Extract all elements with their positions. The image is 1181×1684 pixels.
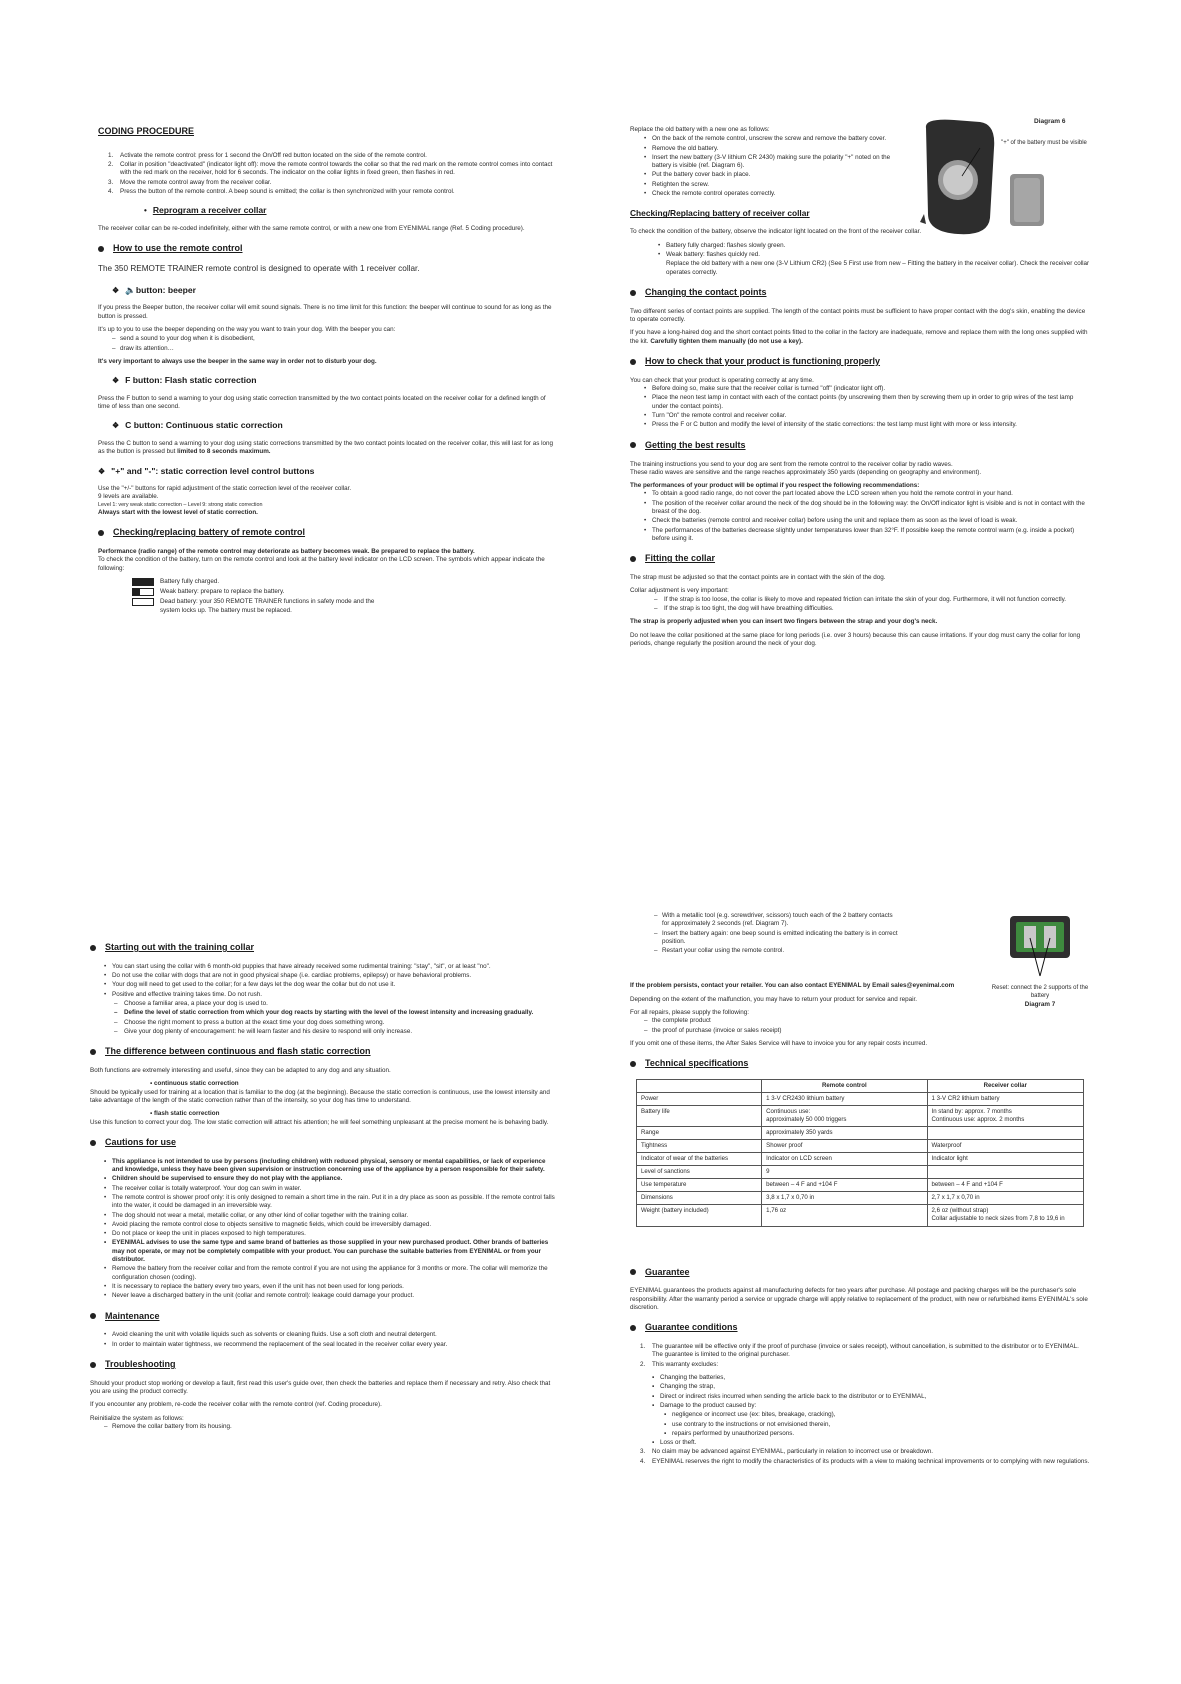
table-row: [637, 1093, 1084, 1106]
table-cell: Indicator on LCD screen: [762, 1153, 927, 1166]
cautions-heading: Cautions for use: [90, 1137, 558, 1149]
remote-battery-heading: Checking/replacing battery of remote control: [98, 527, 558, 539]
table-cell: Battery life: [637, 1106, 762, 1127]
diagram-7-note: Reset: connect the 2 supports of the battery: [991, 985, 1089, 1000]
replace-intro: Replace the old battery with a new one as follows:: [630, 126, 770, 133]
exclusions-list: [630, 1374, 1090, 1410]
list-item: – the complete product: [630, 1017, 1090, 1025]
f-button-text: Press the F button to send a warning to your dog using static correction transmitted by the two contact points located on the receiver collar for a defined length of time of less than one second.: [98, 394, 546, 411]
list-item: • Do not use the collar with dogs that are not in good physical shape (i.e. cardiac problems, epilepsy) or have behavioral problems.: [90, 972, 558, 980]
beeper-heading: ❖ 🔈button: beeper: [112, 284, 197, 295]
contact-text-2: If you have a long-haired dog and the short contact points fitted to the collar in the factory are inadequate, remove and replace them with the long ones supplied with the kit. Carefully tighten them manually (do not use a key).: [630, 329, 1088, 345]
fit-list: [630, 596, 1090, 614]
howto-text: The 350 REMOTE TRAINER remote control is designed to operate with 1 receiver collar.: [98, 264, 420, 274]
tech-specs-heading: Technical specifications: [630, 1058, 1090, 1070]
table-cell: 9: [762, 1166, 927, 1179]
table-header-row: [637, 1080, 1084, 1093]
table-cell: Shower proof: [762, 1140, 927, 1153]
list-item: • In order to maintain water tightness, we recommend the replacement of the seal located in the receiver collar every year.: [90, 1341, 558, 1349]
list-item: • You can start using the collar with 6 month-old puppies that have already received some rudimental training: "stay", "sit", or at least "no".: [90, 963, 558, 971]
troubleshooting-heading: Troubleshooting: [90, 1359, 558, 1371]
table-row: [637, 1140, 1084, 1153]
specs-table: [636, 1079, 1084, 1226]
battery-warning: Performance (radio range) of the remote control may deteriorate as battery becomes weak. Be prepared to replace the battery.: [98, 547, 475, 555]
list-item: ▪ use contrary to the instructions or not envisioned therein,: [642, 1421, 1090, 1429]
starting-list: [90, 963, 558, 999]
table-row: [637, 1166, 1084, 1179]
table-cell: 2,6 oz (without strap) Collar adjustable to neck sizes from 7,8 to 19,6 in: [927, 1205, 1083, 1226]
difference-text: Both functions are extremely interesting and useful, since they can be adapted to any dog and any situation.: [90, 1067, 391, 1075]
check-list: [630, 385, 1090, 429]
list-item: • Avoid cleaning the unit with volatile liquids such as solvents or cleaning fluids. Use a soft cloth and neutral detergent.: [90, 1331, 558, 1339]
reprogram-heading: • Reprogram a receiver collar: [144, 205, 267, 216]
table-row: [637, 1192, 1084, 1205]
table-cell: [927, 1127, 1083, 1140]
difference-heading: The difference between continuous and flash static correction: [90, 1046, 558, 1058]
replace-list: [630, 135, 902, 198]
pm-line-2: 9 levels are available.: [98, 493, 159, 501]
coding-step: 2. Collar in position "deactivated" (indicator light off): move the remote control towards the collar so that the red mark on the remote control comes into contact with the red mark on the receiver, hold for 6 seconds. The indicator on the collar lights in fixed green, then flashes in red.: [108, 161, 553, 177]
table-cell: 3,8 x 1,7 x 0,70 in: [762, 1192, 927, 1205]
pm-line-1: Use the "+/-" buttons for rapid adjustment of the static correction level of the receiver collar.: [98, 485, 352, 493]
check-heading: How to check that your product is functioning properly: [630, 356, 1090, 368]
conditions-list: [630, 1343, 1090, 1369]
list-item: • The dog should not wear a metal, metallic collar, or any other kind of collar together with the training collar.: [90, 1212, 558, 1220]
battery-weak-icon: [132, 588, 154, 596]
collar-battery-heading: Checking/Replacing battery of receiver collar: [630, 208, 810, 219]
list-item: – the proof of purchase (invoice or sales receipt): [630, 1027, 1090, 1035]
table-cell: Use temperature: [637, 1179, 762, 1192]
best-list: [630, 490, 1090, 543]
list-item: • The position of the receiver collar around the neck of the dog should be in the following way: the On/Off indicator light is visible and is not in contact with the breast of the dog.: [630, 500, 1090, 517]
table-cell: Indicator of wear of the batteries: [637, 1153, 762, 1166]
list-item: • Your dog will need to get used to the collar; for a few days let the dog wear the collar but do not use it.: [90, 981, 558, 989]
panel-batteries: [630, 118, 1090, 786]
table-cell: [927, 1166, 1083, 1179]
flash-text: Use this function to correct your dog. The low static correction will attract his attention; he will feel something unpleasant at the precise moment he is behaving badly.: [90, 1118, 549, 1126]
best-recommendations: The performances of your product will be optimal if you respect the following recommendations:: [630, 482, 920, 490]
table-cell: In stand by: approx. 7 months Continuous use: approx. 2 months: [927, 1106, 1083, 1127]
list-item: • Weak battery: flashes quickly red.: [644, 251, 1090, 259]
list-item: ▪ Damage to the product caused by:: [630, 1402, 1090, 1410]
list-item: ▪ repairs performed by unauthorized persons.: [642, 1430, 1090, 1438]
list-item: • The performances of the batteries decrease slightly under temperatures lower than 32°F. If possible keep the remote control warm (e.g. inside a pocket) before using it.: [630, 527, 1090, 544]
battery-text: To check the condition of the battery, turn on the remote control and look at the battery level indicator on the LCD screen. The symbols which appear indicate the following:: [98, 556, 545, 572]
list-item: • Remove the old battery.: [630, 145, 902, 153]
table-cell: Indicator light: [927, 1153, 1083, 1166]
list-item: ▪ Direct or indirect risks incurred when sending the article back to the distributor or to EYENIMAL,: [630, 1393, 1090, 1401]
diagram-6-label: Diagram 6: [1034, 118, 1066, 125]
coding-title: CODING PROCEDURE: [98, 126, 195, 136]
table-row: [637, 1205, 1084, 1226]
list-item: • Insert the new battery (3-V lithium CR 2430) making sure the polarity "+" noted on the battery is visible (ref. Diagram 6).: [630, 154, 902, 171]
diagram-7: [990, 912, 1090, 1022]
guarantee-text: EYENIMAL guarantees the products against all manufacturing defects for two years after purchase. All postage and packing charges will be the purchaser's sole responsibility. After the warranty period a service or upgrade charge will apply relative to replacement of the product, with new or refurbished items EYENIMAL's sole discretion.: [630, 1287, 1088, 1311]
table-cell: Waterproof: [927, 1140, 1083, 1153]
fit-text-3: Do not leave the collar positioned at the same place for long periods (i.e. over 3 hours) because this can cause irritations. If your dog must carry the collar for long periods, change regularly the position around the neck of your dog.: [630, 631, 1081, 647]
list-item: • Children should be supervised to ensure they do not play with the appliance.: [90, 1175, 558, 1183]
list-item: – Define the level of static correction from which your dog reacts by starting with the level of the lowest intensity and increasing gradually.: [90, 1009, 558, 1017]
reset-list: [630, 912, 900, 955]
diagram-6: [914, 118, 1090, 238]
list-item: • Positive and effective training takes time. Do not rush.: [90, 991, 558, 999]
list-item: – Choose a familiar area, a place your dog is used to.: [90, 1000, 558, 1008]
list-item: • This appliance is not intended to use by persons (including children) with reduced physical, sensory or mental capabilities, or lack of experience and knowledge, unless they have been given supervision or instruction concerning use of the appliance by a person responsible for their safety.: [90, 1158, 558, 1175]
table-cell: 1 3-V CR2 lithium battery: [927, 1093, 1083, 1106]
table-row: [637, 1127, 1084, 1140]
remote-back-illustration: [914, 118, 1090, 238]
list-item: – Choose the right moment to press a button at the exact time your dog does something wrong.: [90, 1019, 558, 1027]
best-results-heading: Getting the best results: [630, 440, 1090, 452]
contact-heading: Changing the contact points: [630, 287, 1090, 299]
list-item: • The receiver collar is totally waterproof. Your dog can swim in water.: [90, 1185, 558, 1193]
table-cell: 2,7 x 1,7 x 0,70 in: [927, 1192, 1083, 1205]
table-row: [637, 1153, 1084, 1166]
table-cell: Level of sanctions: [637, 1166, 762, 1179]
table-header: Remote control: [762, 1080, 927, 1093]
coding-step: 3. Move the remote control away from the receiver collar.: [108, 178, 272, 186]
condition-item: 4. EYENIMAL reserves the right to modify the characteristics of its products with a view to making technical improvements or to complying with new regulations.: [640, 1457, 1090, 1465]
list-item: ▪ Changing the batteries,: [630, 1374, 1090, 1382]
cautions-list: [90, 1158, 558, 1301]
battery-level-full: Battery fully charged.: [132, 578, 558, 586]
maintenance-list: [90, 1331, 558, 1349]
continuous-label: ▪ continuous static correction: [150, 1080, 239, 1088]
table-row: [637, 1179, 1084, 1192]
list-item: • Put the battery cover back in place.: [630, 171, 902, 179]
table-cell: between – 4 F and +104 F: [927, 1179, 1083, 1192]
list-item: • Before doing so, make sure that the receiver collar is turned "off" (indicator light off).: [630, 385, 1090, 393]
list-item: – Restart your collar using the remote control.: [640, 947, 900, 955]
list-item: • Check the remote control operates correctly.: [630, 190, 902, 198]
continuous-text: Should be typically used for training at a location that is familiar to the dog (at the beginning). Because the static correction is continuous, use the lowest intensity and take advantage of the length of the static correction rather than of the intensity, so your dog has time to understand.: [90, 1088, 550, 1105]
coding-step: 1. Activate the remote control: press for 1 second the On/Off red button located on the side of the remote control.: [108, 151, 427, 159]
damage-list: [642, 1411, 1090, 1438]
table-header: [637, 1080, 762, 1093]
list-item: – draw its attention…: [98, 345, 558, 353]
condition-item: 1. The guarantee will be effective only if the proof of purchase (invoice or sales receipt), without cancellation, is submitted to the distributor or to EYENIMAL. The guarantee is limited to the original purchaser.: [640, 1343, 1079, 1359]
repairs-intro: For all repairs, please supply the following:: [630, 1009, 750, 1017]
diagram-6-note: "+" of the battery must be visible: [1001, 140, 1087, 146]
contact-text-1: Two different series of contact points are supplied. The length of the contact points must be sufficient to have proper contact with the dog's skin, enabling the device to operate correctly.: [630, 307, 1086, 324]
list-item: ▪ negligence or incorrect use (ex: bites, breakage, cracking),: [642, 1411, 1090, 1419]
pm-line-3: Level 1: very weak static correction – Level 9: strong static correction: [98, 501, 263, 508]
list-item: • Place the neon test lamp in contact with each of the contact points (by unscrewing them then by screwing them up in order to grip wires of the test lamp under the contact points).: [630, 394, 1090, 411]
list-item: – If the strap is too tight, the dog will have breathing difficulties.: [630, 605, 1090, 613]
f-button-heading: ❖ F button: Flash static correction: [112, 375, 257, 386]
table-cell: Tightness: [637, 1140, 762, 1153]
table-cell: Dimensions: [637, 1192, 762, 1205]
condition-item: 3. No claim may be advanced against EYENIMAL, particularly in relation to incorrect use or breakdown.: [640, 1448, 934, 1456]
beeper-note: It's very important to always use the beeper in the same way in order not to disturb your dog.: [98, 357, 377, 365]
fit-note: The strap is properly adjusted when you can insert two fingers between the strap and your dog's neck.: [630, 618, 938, 626]
repairs-list: [630, 1017, 1090, 1035]
list-item: • On the back of the remote control, unscrew the screw and remove the battery cover.: [630, 135, 902, 143]
list-item: • It is necessary to replace the battery every two years, even if the unit has not been used for long periods.: [90, 1283, 558, 1291]
pm-line-4: Always start with the lowest level of static correction.: [98, 508, 258, 516]
speaker-icon: 🔈: [125, 284, 136, 295]
table-cell: Continuous use: approximately 50 000 triggers: [762, 1106, 927, 1127]
list-item: • To obtain a good radio range, do not cover the part located above the LCD screen when you hold the remote control in your hand.: [630, 490, 1090, 498]
flash-label: ▪ flash static correction: [150, 1110, 220, 1118]
table-cell: between – 4 F and +104 F: [762, 1179, 927, 1192]
list-item: • Avoid placing the remote control close to objects sensitive to magnetic fields, which could be irreversibly damaged.: [90, 1221, 558, 1229]
panel-coding: [98, 126, 558, 786]
guarantee-conditions-heading: Guarantee conditions: [630, 1322, 1090, 1334]
list-item: • Press the F or C button and modify the level of intensity of the static corrections: the test lamp must light with more or less intensity.: [630, 421, 1090, 429]
list-item: ▪ Changing the strap,: [630, 1383, 1090, 1391]
list-item: • Do not place or keep the unit in places exposed to high temperatures.: [90, 1230, 558, 1238]
conditions-list-cont: [630, 1448, 1090, 1466]
collar-battery-list: [630, 242, 1090, 260]
list-item: • Remove the battery from the receiver collar and from the remote control if you are not using the appliance for 3 months or more. The collar will memorize the configuration chosen (coding).: [90, 1265, 558, 1282]
list-item: – Insert the battery again: one beep sound is emitted indicating the battery is in correct position.: [640, 930, 900, 947]
list-item: – Remove the collar battery from its housing.: [90, 1423, 558, 1431]
starting-sublist: [90, 1000, 558, 1036]
beeper-text-1: If you press the Beeper button, the receiver collar will emit sound signals. There is no time limit for this function: the beeper will continue to sound for as long as the button is pressed.: [98, 304, 552, 320]
list-item: – With a metallic tool (e.g. screwdriver, scissors) touch each of the 2 battery contacts for approximately 2 seconds (ref. Diagram 7).: [640, 912, 900, 929]
list-item: • Never leave a discharged battery in the unit (collar and remote control): leakage could damage your product.: [90, 1292, 558, 1300]
best-text-2: These radio waves are sensitive and the range reaches approximately 350 yards (depending on geography and environment).: [630, 468, 982, 476]
panel-training: [90, 932, 558, 1582]
list-item: – send a sound to your dog when it is disobedient,: [98, 335, 558, 343]
howto-heading: How to use the remote control: [98, 243, 558, 255]
maintenance-heading: Maintenance: [90, 1311, 558, 1323]
list-item: – Give your dog plenty of encouragement: he will learn faster and his desire to respond will only increase.: [90, 1028, 558, 1036]
collar-battery-replace: Replace the old battery with a new one (3-V Lithium CR2) (See 5 First use from new – Fitting the battery in the receiver collar). Check the receiver collar operates correctly.: [666, 260, 1090, 276]
battery-full-icon: [132, 578, 154, 586]
collar-battery-text: To check the condition of the battery, observe the indicator light located on the front of the receiver collar.: [630, 228, 922, 236]
collar-battery-illustration: [990, 912, 1090, 982]
table-cell: 1 3-V CR2430 lithium battery: [762, 1093, 927, 1106]
fitting-heading: Fitting the collar: [630, 553, 1090, 565]
panel-specs: [630, 912, 1090, 1584]
c-button-text: Press the C button to send a warning to your dog using static corrections transmitted by the two contact points located on the receiver collar, this will last for as long as the button is pressed but limited to 8 seconds maximum.: [98, 439, 554, 456]
table-cell: Power: [637, 1093, 762, 1106]
list-item: • Retighten the screw.: [630, 181, 902, 189]
omit-text: If you omit one of these items, the After Sales Service will have to invoice you for any repair costs incurred.: [630, 1039, 928, 1047]
c-button-heading: ❖ C button: Continuous static correction: [112, 420, 283, 431]
fit-text-1: The strap must be adjusted so that the contact points are in contact with the skin of the dog.: [630, 574, 886, 582]
battery-dead-icon: [132, 598, 154, 606]
best-text-1: The training instructions you send to your dog are sent from the remote control to the receiver collar by radio waves.: [630, 460, 953, 468]
check-intro: You can check that your product is operating correctly at any time.: [630, 376, 814, 384]
fit-text-2: Collar adjustment is very important:: [630, 587, 729, 595]
beeper-list: [98, 335, 558, 353]
list-item: • Check the batteries (remote control and receiver collar) before using the unit and replace them as soon as the level of load is weak.: [630, 517, 1090, 525]
list-item: • Turn "On" the remote control and receiver collar.: [630, 412, 1090, 420]
coding-step: 4. Press the button of the remote control. A beep sound is emitted; the collar is then synchronized with your remote control.: [108, 188, 455, 196]
plus-minus-heading: ❖ "+" and "-": static correction level control buttons: [98, 465, 315, 476]
starting-heading: Starting out with the training collar: [90, 942, 558, 954]
list-item: – If the strap is too loose, the collar is likely to move and repeated friction can irritate the skin of your dog. Furthermore, it will not function correctly.: [630, 596, 1090, 604]
list-item: • The remote control is shower proof only: it is only designed to remain a short time in the rain. Put it in a dry place as soon as possible. If the remote control falls into the water, it could be damaged in an irreversible way.: [90, 1194, 558, 1211]
trouble-text-2: If you encounter any problem, re-code the receiver collar with the remote control (ref. Coding procedure).: [90, 1401, 382, 1409]
coding-steps: [98, 152, 558, 196]
list-item: • EYENIMAL advises to use the same type and same brand of batteries as those supplied in your new purchased product. Other brands of batteries may not operate, or may not be completely compatible with your product. You can purchase the suitable batteries from EYENIMAL or from your distributor.: [90, 1239, 558, 1264]
list-item: ▪ Loss or theft.: [630, 1439, 1090, 1447]
trouble-text-3: Reinitialize the system as follows:: [90, 1414, 184, 1422]
specs-table-body: [637, 1093, 1084, 1226]
list-item: • Battery fully charged: flashes slowly green.: [644, 242, 1090, 250]
trouble-text-1: Should your product stop working or develop a fault, first read this user's guide over, then check the batteries and replace them if necessary and retry. Also check that you are using the product correctly.: [90, 1379, 551, 1396]
beeper-text-2: It's up to you to use the beeper depending on the way you want to train your dog. With the beeper you can:: [98, 326, 396, 334]
battery-level-dead: Dead battery: your 350 REMOTE TRAINER functions in safety mode and the system locks up. The battery must be replaced.: [132, 598, 558, 615]
trouble-list: [90, 1423, 558, 1431]
table-cell: 1,76 oz: [762, 1205, 927, 1226]
loss-list: [630, 1439, 1090, 1447]
table-header: Receiver collar: [927, 1080, 1083, 1093]
table-cell: Range: [637, 1127, 762, 1140]
reprogram-text: The receiver collar can be re-coded indefinitely, either with the same remote control, or with a new one from EYENIMAL range (Ref. 5 Coding procedure).: [98, 224, 525, 232]
persist-text: If the problem persists, contact your retailer. You can also contact EYENIMAL by Email sales@eyenimal.com: [630, 982, 955, 990]
guarantee-heading: Guarantee: [630, 1267, 1090, 1279]
table-cell: Weight (battery included): [637, 1205, 762, 1226]
table-row: [637, 1106, 1084, 1127]
table-cell: approximately 350 yards: [762, 1127, 927, 1140]
condition-item: 2. This warranty excludes:: [640, 1360, 719, 1368]
battery-level-weak: Weak battery: prepare to replace the battery.: [132, 588, 558, 596]
depending-text: Depending on the extent of the malfunction, you may have to return your product for service and repair.: [630, 995, 918, 1003]
diagram-7-label: Diagram 7: [1024, 1001, 1056, 1009]
